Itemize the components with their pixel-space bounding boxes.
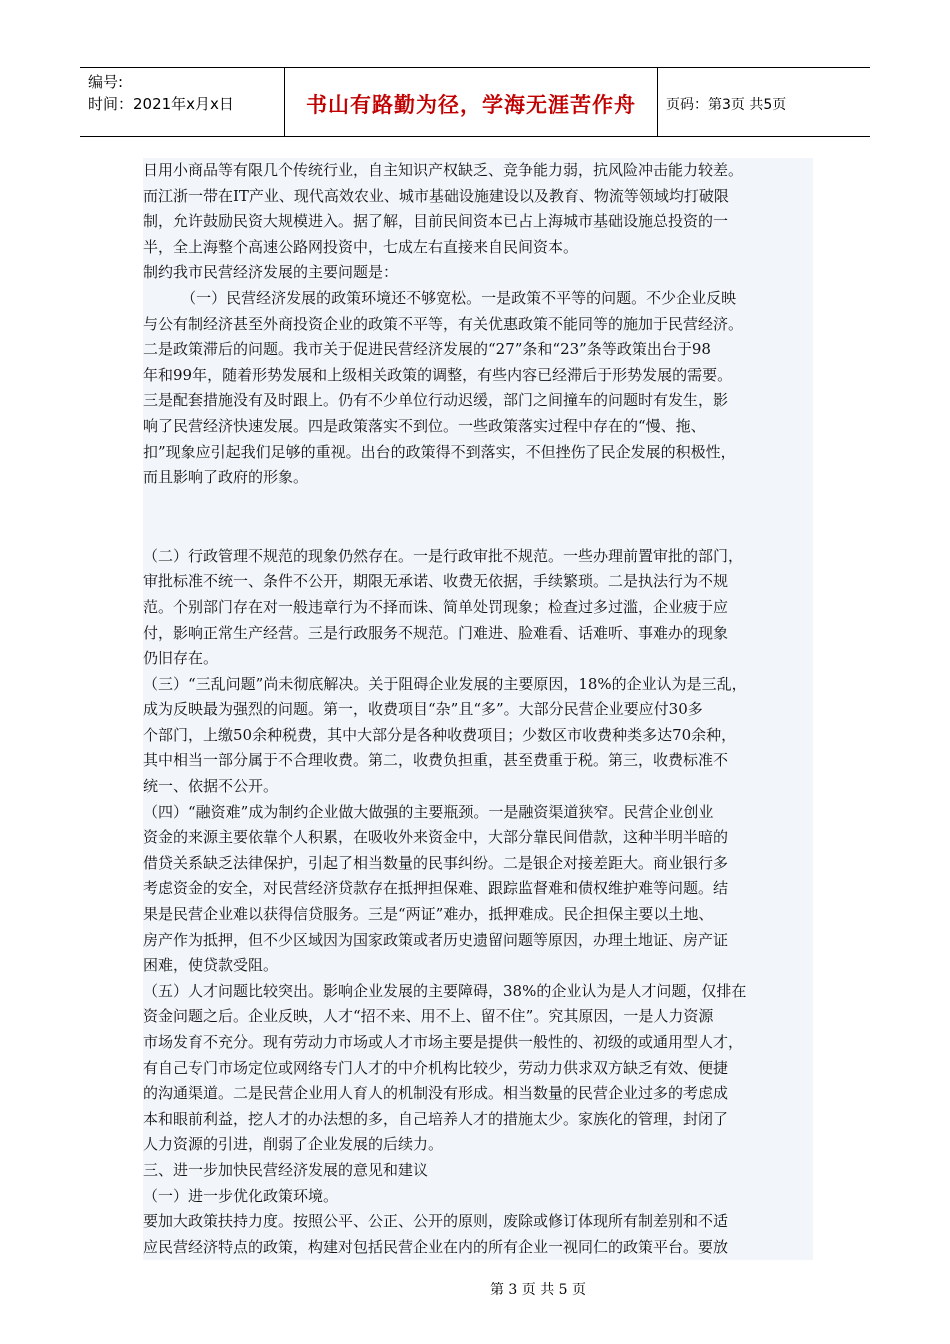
text-line: 借贷关系缺乏法律保护，引起了相当数量的民事纠纷。二是银企对接差距大。商业银行多 [143,853,729,872]
body-section-2 [143,544,813,1261]
text-line: 付，影响正常生产经营。三是行政服务不规范。门难进、脸难看、话难听、事难办的现象 [143,623,729,642]
text-line: 而且影响了政府的形象。 [143,468,309,487]
text-line: 三是配套措施没有及时跟上。仍有不少单位行动迟缓，部门之间撞车的问题时有发生，影 [143,391,729,410]
text-line: 人力资源的引进，削弱了企业发展的后续力。 [143,1135,444,1154]
text-line: 要加大政策扶持力度。按照公平、公正、公开的原则，废除或修订体现所有制差别和不适 [143,1212,729,1231]
text-line: 年和99年，随着形势发展和上级相关政策的调整，有些内容已经滞后于形势发展的需要。 [143,365,733,384]
paragraph-gap [143,491,813,544]
text-line: 资金问题之后。企业反映，人才“招不来、用不上、留不住”。究其原因，一是人力资源 [143,1007,714,1026]
text-line: 本和眼前利益，挖人才的办法想的多，自己培养人才的措施太少。家族化的管理，封闭了 [143,1109,729,1128]
text-line: 审批标准不统一、条件不公开，期限无承诺、收费无依据，手续繁琐。二是执法行为不规 [143,572,729,591]
text-line: 日用小商品等有限几个传统行业，自主知识产权缺乏、竞争能力弱，抗风险冲击能力较差。 [143,161,744,179]
document-body [143,158,813,1260]
text-line: 仍旧存在。 [143,649,219,668]
text-line: 考虑资金的安全，对民营经济贷款存在抵押担保难、跟踪监督难和债权维护难等问题。结 [143,879,729,898]
text-line: 制约我市民营经济发展的主要问题是： [143,263,399,282]
text-line: 有自己专门市场定位或网络专门人才的中介机构比较少，劳动力供求双方缺乏有效、便捷 [143,1058,729,1077]
text-line: 制，允许鼓励民资大规模进入。据了解，目前民间资本已占上海城市基础设施总投资的一 [143,212,729,231]
text-line: 果是民营企业难以获得信贷服务。三是“两证”难办，抵押难成。民企担保主要以土地、 [143,905,714,924]
text-line: 个部门，上缴50余种税费，其中大部分是各种收费项目；少数区市收费种类多达70余种， [143,725,737,744]
text-line: 资金的来源主要依靠个人积累，在吸收外来资金中，大部分靠民间借款，这种半明半暗的 [143,828,729,847]
text-line: 二是政策滞后的问题。我市关于促进民营经济发展的“27”条和“23”条等政策出台于98 [143,340,711,359]
text-line: 扣”现象应引起我们足够的重视。出台的政策得不到落实，不但挫伤了民企发展的积极性， [143,442,736,461]
text-line: （二）行政管理不规范的现象仍然存在。一是行政审批不规范。一些办理前置审批的部门， [143,546,744,565]
text-line: 困难，使贷款受阻。 [143,956,279,975]
text-line: 其中相当一部分属于不合理收费。第二，收费负担重，甚至费重于税。第三，收费标准不 [143,751,729,770]
text-line: （一）进一步优化政策环境。 [143,1186,339,1205]
text-line: （五）人才问题比较突出。影响企业发展的主要障碍，38%的企业认为是人才问题，仅排在 [143,981,747,1000]
text-line: 房产作为抵押，但不少区域因为国家政策或者历史遗留问题等原因，办理土地证、房产证 [143,930,729,949]
text-line: 统一、依据不公开。 [143,777,279,796]
text-line: 响了民营经济快速发展。四是政策落实不到位。一些政策落实过程中存在的“慢、拖、 [143,416,706,435]
text-line: 的沟通渠道。二是民营企业用人育人的机制没有形成。相当数量的民营企业过多的考虑成 [143,1084,729,1103]
header-page-number: 页码：第3页 共5页 [666,97,787,113]
text-line: （四）“融资难”成为制约企业做大做强的主要瓶颈。一是融资渠道狭窄。民营企业创业 [143,802,714,821]
serial-number-label: 编号: [88,73,124,91]
header-motto: 书山有路勤为径，学海无涯苦作舟 [285,68,658,136]
date-label: 时间：2021年x月x日 [88,95,234,113]
text-line: 成为反映最为强烈的问题。第一，收费项目“杂”且“多”。大部分民营企业要应付30多 [143,700,703,719]
footer-page-number: 第 3 页 共 5 页 [489,1282,587,1298]
header-meta [80,68,285,136]
text-line: （一）民营经济发展的政策环境还不够宽松。一是政策不平等的问题。不少企业反映 [143,288,737,307]
text-line: （三）“三乱问题”尚未彻底解决。关于阻碍企业发展的主要原因，18%的企业认为是三乱， [143,674,747,693]
text-line: 而江浙一带在IT产业、现代高效农业、城市基础设施建设以及教育、物流等领域均打破限 [143,186,729,205]
text-line: 应民营经济特点的政策，构建对包括民营企业在内的所有企业一视同仁的政策平台。要放 [143,1237,729,1256]
text-line: 范。个别部门存在对一般违章行为不择而诛、简单处罚现象；检查过多过滥，企业疲于应 [143,597,729,616]
text-line: 与公有制经济甚至外商投资企业的政策不平等，有关优惠政策不能同等的施加于民营经济。 [143,314,744,333]
text-line: 市场发育不充分。现有劳动力市场或人才市场主要是提供一般性的、初级的或通用型人才， [143,1033,744,1051]
page-footer [0,1279,950,1299]
text-line: 半，全上海整个高速公路网投资中，七成左右直接来自民间资本。 [143,237,579,256]
page-header [80,67,870,137]
text-line: 三、进一步加快民营经济发展的意见和建议 [143,1160,429,1179]
body-section-1 [143,158,813,491]
